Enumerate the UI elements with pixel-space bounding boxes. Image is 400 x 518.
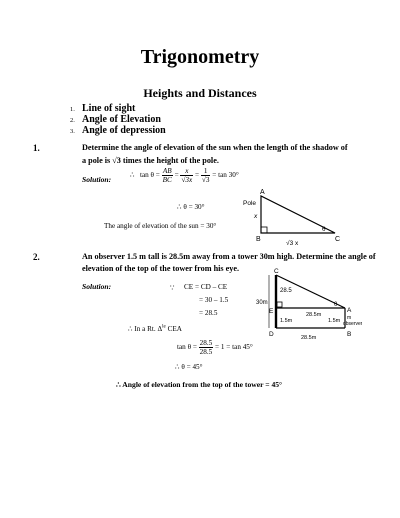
fraction-denominator: 28.5 xyxy=(199,348,213,356)
fraction-numerator: 28.5 xyxy=(199,339,213,347)
label-d: D xyxy=(269,331,274,338)
label-left-1-5m: 1.5m xyxy=(280,318,293,324)
q2-tan-result: = 1 = tan 45° xyxy=(215,343,253,352)
because-symbol: ∵ xyxy=(170,284,175,292)
toc-label: Angle of Elevation xyxy=(82,114,161,125)
q2-tower-diagram xyxy=(256,268,362,344)
rt-post: CEA xyxy=(165,325,182,333)
fraction-numerator: 1 xyxy=(201,167,211,176)
rt-pre: ∴ In a Rt. Δ xyxy=(128,325,163,333)
q1-line2-root: √3 xyxy=(112,156,121,165)
q2-solution-label: Solution: xyxy=(82,282,112,291)
q1-tan-result: = tan 30° xyxy=(212,171,239,180)
toc-item-1 xyxy=(70,103,135,114)
fraction-denominator: √3x xyxy=(181,176,193,184)
q2-conclusion: ∴ Angle of elevation from the top of the tower = 45° xyxy=(116,380,283,389)
q2-theta-result: ∴ θ = 45° xyxy=(175,363,203,371)
therefore-symbol: ∴ xyxy=(130,171,135,180)
label-e: E xyxy=(269,308,274,315)
label-x: x xyxy=(254,213,258,220)
q2-tan-label: tan θ = xyxy=(177,343,197,352)
q2-right-triangle-line xyxy=(128,324,182,333)
label-theta: θ xyxy=(322,226,326,233)
label-horizontal-28-5m: 28.5m xyxy=(306,312,322,318)
fraction-numerator: x xyxy=(180,167,193,176)
q1-line2-post: times the height of the pole. xyxy=(120,156,219,165)
fraction-denominator: √3 xyxy=(201,176,210,184)
toc-item-3 xyxy=(70,125,166,136)
toc-label: Angle of depression xyxy=(82,125,166,136)
rt-sup: le xyxy=(162,324,166,330)
q1-fraction-ab-bc xyxy=(162,167,173,184)
q1-solution-label: Solution: xyxy=(82,175,112,184)
equals-sign: = xyxy=(195,171,200,180)
q2-tan-equation xyxy=(177,339,253,356)
q1-fraction-1 xyxy=(201,167,211,184)
q2-text-line2: elevation of the top of the tower from his eye. xyxy=(82,264,240,273)
label-c: C xyxy=(274,268,279,275)
toc-num: 2. xyxy=(70,117,75,124)
q1-conclusion: The angle of elevation of the sun = 30° xyxy=(104,222,217,230)
equals-sign: = xyxy=(174,171,179,180)
toc-item-2 xyxy=(70,114,161,125)
q2-fraction xyxy=(199,339,214,356)
label-b: B xyxy=(256,236,261,243)
label-m: m xyxy=(347,315,352,321)
label-theta: θ xyxy=(334,302,338,308)
q2-step-2: = 30 – 1.5 xyxy=(199,296,229,304)
toc-num: 3. xyxy=(70,128,75,135)
q2-number: 2. xyxy=(33,252,40,262)
q1-tan-label: tan θ = xyxy=(139,171,160,180)
label-30m: 30m xyxy=(256,300,268,306)
q1-theta-result: ∴ θ = 30° xyxy=(177,203,205,211)
page-title: Trigonometry xyxy=(140,46,260,68)
label-base: √3 x xyxy=(286,240,299,247)
label-observer: observer xyxy=(343,321,362,327)
label-vertical-28-5: 28.5 xyxy=(280,288,292,294)
label-right-1-5m: 1.5m xyxy=(328,318,341,324)
label-base-28-5m: 28.5m xyxy=(301,335,317,341)
label-pole: Pole xyxy=(243,200,257,207)
right-angle-mark xyxy=(261,227,267,233)
right-angle-mark xyxy=(277,302,282,307)
toc-label: Line of sight xyxy=(82,103,136,114)
label-a: A xyxy=(347,307,352,314)
q1-line2-pre: a pole is xyxy=(82,156,113,165)
q1-number: 1. xyxy=(33,143,40,153)
label-a: A xyxy=(260,189,265,196)
q1-text-line1: Determine the angle of elevation of the sun when the length of the shadow of xyxy=(82,143,348,152)
q2-step-3: = 28.5 xyxy=(199,309,218,317)
toc-num: 1. xyxy=(70,106,75,113)
fraction-denominator: BC xyxy=(162,176,172,184)
page-subtitle: Heights and Distances xyxy=(143,86,257,100)
fraction-numerator: AB xyxy=(162,167,172,175)
label-b: B xyxy=(347,331,352,338)
label-c: C xyxy=(335,236,341,243)
q2-text-line1: An observer 1.5 m tall is 28.5m away from a tower 30m high. Determine the angle of xyxy=(82,252,376,261)
q2-step-1: CE = CD – CE xyxy=(184,283,228,291)
q1-fraction-x xyxy=(180,167,193,184)
q1-text-line2 xyxy=(82,156,219,165)
q1-triangle-diagram xyxy=(238,188,348,250)
q1-tan-equation xyxy=(130,167,239,184)
